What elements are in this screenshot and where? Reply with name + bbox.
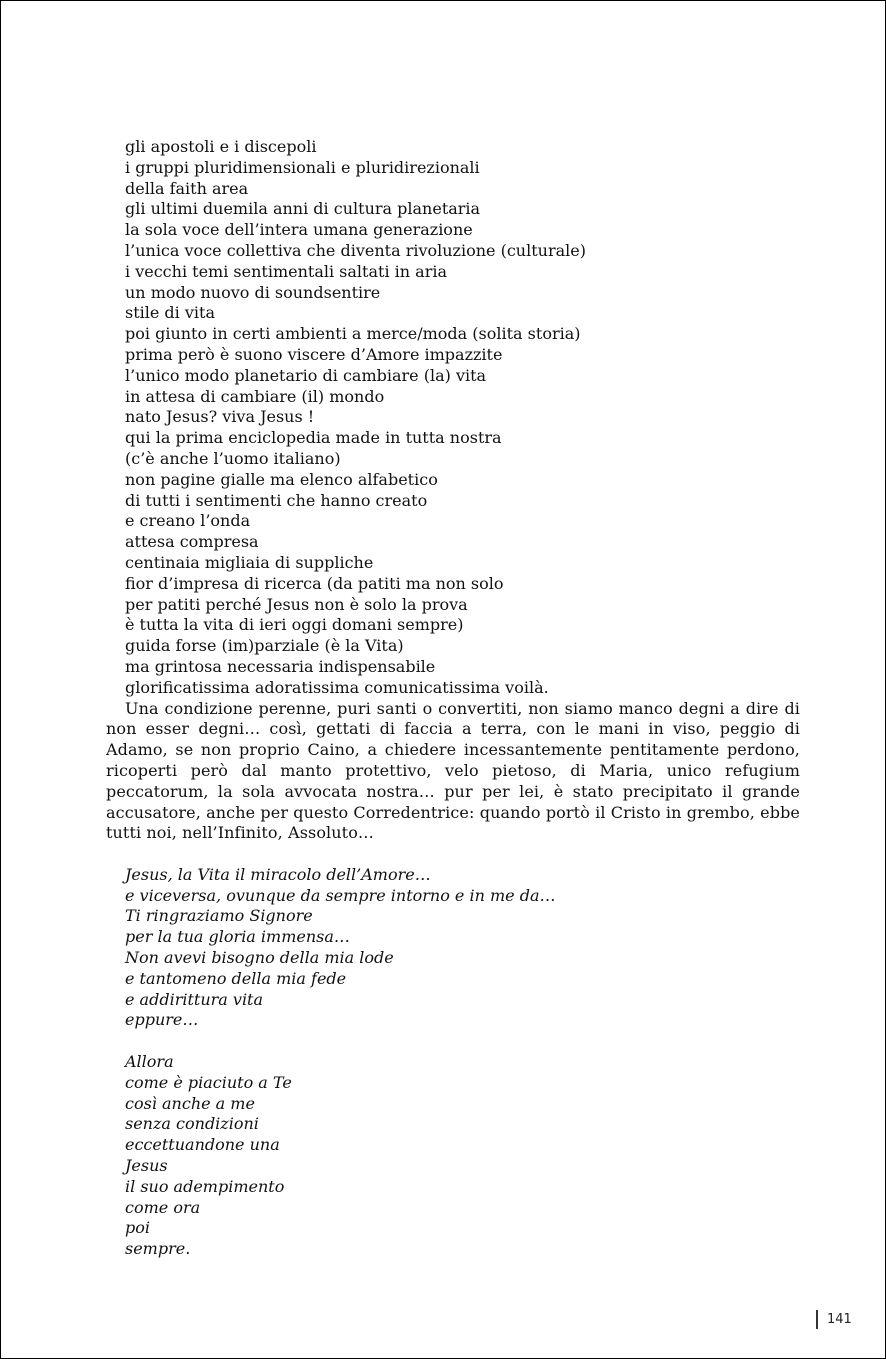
poem-line: attesa compresa — [125, 532, 259, 552]
poem-line: l’unica voce collettiva che diventa rivoluzione (culturale) — [125, 240, 586, 260]
stanza-line: e viceversa, ovunque da sempre intorno e in me da… — [125, 885, 556, 905]
stanza-line: Jesus — [125, 1156, 168, 1176]
stanza-line: Ti ringraziamo Signore — [125, 906, 313, 926]
poem-line: prima però è suono viscere d’Amore impazzite — [125, 344, 503, 364]
stanza-line: e addirittura vita — [125, 989, 264, 1009]
stanza-line: per la tua gloria immensa… — [125, 927, 350, 947]
stanza-line: il suo adempimento — [125, 1176, 285, 1196]
poem-line: della faith area — [125, 178, 249, 198]
poem-line: centinaia migliaia di suppliche — [125, 552, 374, 572]
poem-line: i gruppi pluridimensionali e pluridirezionali — [125, 157, 480, 177]
page-number-rule — [816, 1310, 818, 1329]
poem-line: stile di vita — [125, 303, 215, 323]
stanza-line: senza condizioni — [125, 1114, 259, 1134]
poem-line: nato Jesus? viva Jesus ! — [125, 407, 315, 427]
stanza-line: eppure… — [125, 1010, 199, 1030]
page-body — [106, 137, 800, 1260]
poem-line: (c’è anche l’uomo italiano) — [125, 448, 341, 468]
stanza-line: Allora — [125, 1052, 174, 1072]
stanza-line: eccettuandone una — [125, 1135, 280, 1155]
poem-line: per patiti perché Jesus non è solo la prova — [125, 594, 468, 614]
prose-paragraph: Una condizione perenne, puri santi o convertiti, non siamo manco degni a dire di non esser degni… così, gettati di faccia a terra, con le mani in viso, peggio di Adamo, se non proprio Caino, a chiedere incessantemente pentitamente perdono, ricoperti però dal manto protettivo, velo pietoso, di Maria, unico refugium peccatorum, la sola avvocata nostra… pur per lei, è stato precipitato il grande accusatore, anche per questo Corredentrice: quando portò il Cristo in grembo, ebbe tutti noi, nell’Infinito, Assoluto… — [106, 698, 800, 843]
stanza-line: e tantomeno della mia fede — [125, 968, 347, 988]
poem-line: e creano l’onda — [125, 511, 251, 531]
poem-line: guida forse (im)parziale (è la Vita) — [125, 636, 404, 656]
poem-line: non pagine gialle ma elenco alfabetico — [125, 469, 438, 489]
poem-line: poi giunto in certi ambienti a merce/moda (solita storia) — [125, 324, 581, 344]
stanza-line: Jesus, la Vita il miracolo dell’Amore… — [125, 864, 431, 884]
poem-block — [106, 137, 800, 699]
poem-line: un modo nuovo di soundsentire — [125, 282, 381, 302]
poem-line: l’unico modo planetario di cambiare (la) vita — [125, 365, 487, 385]
stanza-line: poi — [125, 1218, 150, 1238]
poem-line: qui la prima enciclopedia made in tutta nostra — [125, 428, 502, 448]
poem-line: è tutta la vita di ieri oggi domani sempre) — [125, 615, 464, 635]
poem-line: gli apostoli e i discepoli — [125, 137, 317, 156]
poem-line: glorificatissima adoratissima comunicatissima voilà. — [125, 677, 549, 697]
poem-line: la sola voce dell’intera umana generazione — [125, 220, 473, 240]
poem-line: ma grintosa necessaria indispensabile — [125, 656, 436, 676]
poem-line: in attesa di cambiare (il) mondo — [125, 386, 385, 406]
stanza-line: sempre. — [125, 1239, 191, 1259]
page-number: 141 — [827, 1312, 852, 1327]
poem-line: di tutti i sentimenti che hanno creato — [125, 490, 428, 510]
stanza-line: come è piaciuto a Te — [125, 1072, 292, 1092]
stanza-line: Non avevi bisogno della mia lode — [125, 948, 394, 968]
poem-line: gli ultimi duemila anni di cultura planetaria — [125, 199, 481, 219]
stanza-line: così anche a me — [125, 1093, 255, 1113]
stanza-line: come ora — [125, 1197, 201, 1217]
poem-line: fior d’impresa di ricerca (da patiti ma non solo — [125, 573, 504, 593]
italic-stanza-1 — [106, 865, 800, 1031]
italic-stanza-2 — [106, 1052, 800, 1260]
poem-line: i vecchi temi sentimentali saltati in aria — [125, 261, 447, 281]
